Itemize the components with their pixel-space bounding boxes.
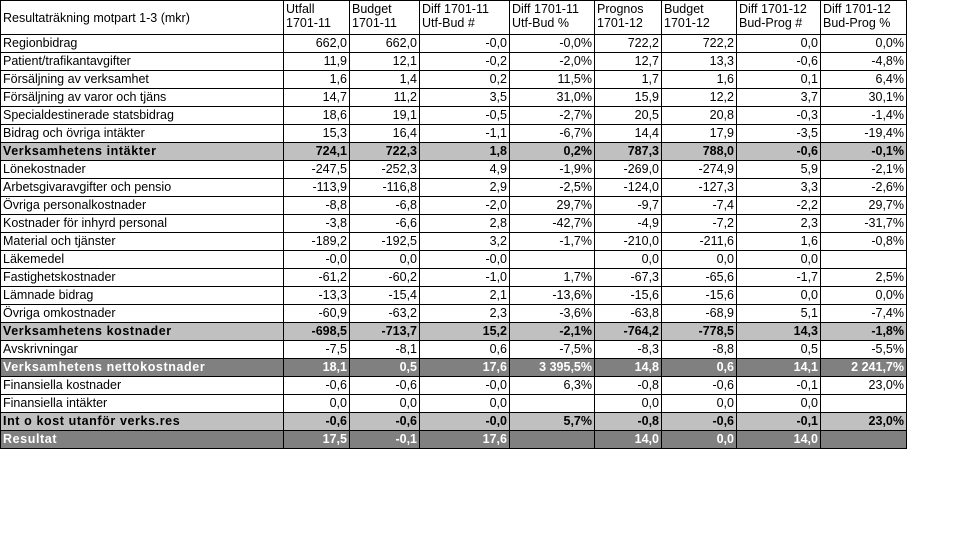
value-cell: -65,6 bbox=[662, 269, 737, 287]
value-cell: 23,0% bbox=[821, 377, 907, 395]
value-cell: -5,5% bbox=[821, 341, 907, 359]
value-cell: 2 241,7% bbox=[821, 359, 907, 377]
header-cell: Utfall 1701-11 bbox=[284, 1, 350, 35]
value-cell: -7,4% bbox=[821, 305, 907, 323]
value-cell: -31,7% bbox=[821, 215, 907, 233]
value-cell: 31,0% bbox=[510, 89, 595, 107]
value-cell: 0,5 bbox=[350, 359, 420, 377]
value-cell: -67,3 bbox=[595, 269, 662, 287]
header-cell: Budget 1701-11 bbox=[350, 1, 420, 35]
subtotal-row bbox=[1, 323, 907, 341]
value-cell: 14,8 bbox=[595, 359, 662, 377]
value-cell: 4,9 bbox=[420, 161, 510, 179]
value-cell: -6,7% bbox=[510, 125, 595, 143]
row-label: Försäljning av varor och tjäns bbox=[1, 89, 284, 107]
value-cell: 2,3 bbox=[420, 305, 510, 323]
value-cell: -68,9 bbox=[662, 305, 737, 323]
value-cell: 17,9 bbox=[662, 125, 737, 143]
value-cell bbox=[821, 431, 907, 449]
row-label: Avskrivningar bbox=[1, 341, 284, 359]
header-cell: Diff 1701-11 Utf-Bud # bbox=[420, 1, 510, 35]
value-cell: -698,5 bbox=[284, 323, 350, 341]
table-row bbox=[1, 395, 907, 413]
row-label: Specialdestinerade statsbidrag bbox=[1, 107, 284, 125]
value-cell: -7,5 bbox=[284, 341, 350, 359]
value-cell: 20,8 bbox=[662, 107, 737, 125]
value-cell: 0,2 bbox=[420, 71, 510, 89]
value-cell: -0,2 bbox=[420, 53, 510, 71]
value-cell: 0,0 bbox=[662, 395, 737, 413]
value-cell: -0,1% bbox=[821, 143, 907, 161]
value-cell: -1,0 bbox=[420, 269, 510, 287]
value-cell bbox=[510, 251, 595, 269]
value-cell: -0,0 bbox=[420, 377, 510, 395]
value-cell: 11,2 bbox=[350, 89, 420, 107]
value-cell: 1,6 bbox=[662, 71, 737, 89]
value-cell: 23,0% bbox=[821, 413, 907, 431]
value-cell: -8,8 bbox=[284, 197, 350, 215]
value-cell: -15,4 bbox=[350, 287, 420, 305]
value-cell: 14,1 bbox=[737, 359, 821, 377]
row-label: Verksamhetens kostnader bbox=[1, 323, 284, 341]
value-cell: -1,1 bbox=[420, 125, 510, 143]
value-cell: 15,9 bbox=[595, 89, 662, 107]
value-cell: 0,0 bbox=[350, 251, 420, 269]
row-label: Övriga omkostnader bbox=[1, 305, 284, 323]
value-cell: -1,4% bbox=[821, 107, 907, 125]
value-cell: 15,2 bbox=[420, 323, 510, 341]
value-cell: -0,6 bbox=[350, 377, 420, 395]
value-cell: 0,0 bbox=[595, 395, 662, 413]
value-cell: -0,6 bbox=[662, 413, 737, 431]
value-cell: 29,7% bbox=[510, 197, 595, 215]
value-cell: -13,6% bbox=[510, 287, 595, 305]
value-cell: 662,0 bbox=[350, 35, 420, 53]
value-cell: -713,7 bbox=[350, 323, 420, 341]
value-cell: 0,0 bbox=[737, 287, 821, 305]
value-cell: -124,0 bbox=[595, 179, 662, 197]
value-cell: 787,3 bbox=[595, 143, 662, 161]
value-cell: 0,0 bbox=[662, 431, 737, 449]
value-cell: 0,0% bbox=[821, 287, 907, 305]
value-cell: -0,0 bbox=[284, 251, 350, 269]
table-row bbox=[1, 251, 907, 269]
value-cell: -4,9 bbox=[595, 215, 662, 233]
value-cell bbox=[821, 395, 907, 413]
value-cell: 6,3% bbox=[510, 377, 595, 395]
value-cell: -8,3 bbox=[595, 341, 662, 359]
value-cell: 0,6 bbox=[662, 359, 737, 377]
value-cell: 20,5 bbox=[595, 107, 662, 125]
row-label: Bidrag och övriga intäkter bbox=[1, 125, 284, 143]
value-cell: 0,0% bbox=[821, 35, 907, 53]
value-cell: 5,7% bbox=[510, 413, 595, 431]
value-cell: -3,5 bbox=[737, 125, 821, 143]
row-label: Patient/trafikantavgifter bbox=[1, 53, 284, 71]
table-row bbox=[1, 287, 907, 305]
table-row bbox=[1, 305, 907, 323]
table-row bbox=[1, 53, 907, 71]
value-cell: 3,2 bbox=[420, 233, 510, 251]
value-cell: -0,0 bbox=[420, 35, 510, 53]
table-row bbox=[1, 233, 907, 251]
row-label: Verksamhetens intäkter bbox=[1, 143, 284, 161]
value-cell: -247,5 bbox=[284, 161, 350, 179]
value-cell: 3 395,5% bbox=[510, 359, 595, 377]
header-cell: Prognos 1701-12 bbox=[595, 1, 662, 35]
value-cell: -116,8 bbox=[350, 179, 420, 197]
value-cell: 1,7 bbox=[595, 71, 662, 89]
value-cell: 0,1 bbox=[737, 71, 821, 89]
value-cell: 11,5% bbox=[510, 71, 595, 89]
value-cell: 0,0 bbox=[350, 395, 420, 413]
value-cell: 5,1 bbox=[737, 305, 821, 323]
value-cell: 1,8 bbox=[420, 143, 510, 161]
row-label: Lönekostnader bbox=[1, 161, 284, 179]
value-cell: 3,7 bbox=[737, 89, 821, 107]
table-row bbox=[1, 89, 907, 107]
value-cell bbox=[510, 431, 595, 449]
value-cell: -0,8 bbox=[595, 413, 662, 431]
value-cell: 2,1 bbox=[420, 287, 510, 305]
value-cell: -60,9 bbox=[284, 305, 350, 323]
subtotal-row bbox=[1, 413, 907, 431]
header-cell: Diff 1701-11 Utf-Bud % bbox=[510, 1, 595, 35]
total-row bbox=[1, 359, 907, 377]
table-row bbox=[1, 215, 907, 233]
value-cell: -0,0% bbox=[510, 35, 595, 53]
value-cell: -0,6 bbox=[737, 143, 821, 161]
table-row bbox=[1, 179, 907, 197]
value-cell: 5,9 bbox=[737, 161, 821, 179]
table-row bbox=[1, 107, 907, 125]
value-cell: 17,5 bbox=[284, 431, 350, 449]
value-cell: 12,7 bbox=[595, 53, 662, 71]
value-cell: -8,8 bbox=[662, 341, 737, 359]
value-cell: -0,6 bbox=[737, 53, 821, 71]
value-cell: -3,6% bbox=[510, 305, 595, 323]
value-cell: 18,1 bbox=[284, 359, 350, 377]
value-cell: 14,4 bbox=[595, 125, 662, 143]
table-body bbox=[1, 35, 907, 449]
row-label: Int o kost utanför verks.res bbox=[1, 413, 284, 431]
total-row bbox=[1, 431, 907, 449]
value-cell: -211,6 bbox=[662, 233, 737, 251]
table-row bbox=[1, 125, 907, 143]
value-cell: 0,6 bbox=[420, 341, 510, 359]
value-cell: -0,6 bbox=[350, 413, 420, 431]
value-cell: -8,1 bbox=[350, 341, 420, 359]
value-cell: -210,0 bbox=[595, 233, 662, 251]
value-cell: 0,0 bbox=[737, 395, 821, 413]
header-cell: Diff 1701-12 Bud-Prog # bbox=[737, 1, 821, 35]
value-cell: -60,2 bbox=[350, 269, 420, 287]
value-cell: 0,0 bbox=[737, 251, 821, 269]
value-cell: -61,2 bbox=[284, 269, 350, 287]
value-cell: -1,8% bbox=[821, 323, 907, 341]
row-label: Läkemedel bbox=[1, 251, 284, 269]
value-cell: 0,0 bbox=[595, 251, 662, 269]
value-cell bbox=[821, 251, 907, 269]
value-cell: -2,2 bbox=[737, 197, 821, 215]
value-cell: -0,8% bbox=[821, 233, 907, 251]
value-cell: 1,7% bbox=[510, 269, 595, 287]
value-cell: 30,1% bbox=[821, 89, 907, 107]
value-cell: 662,0 bbox=[284, 35, 350, 53]
value-cell: -0,1 bbox=[737, 413, 821, 431]
value-cell: 0,0 bbox=[420, 395, 510, 413]
value-cell: -3,8 bbox=[284, 215, 350, 233]
value-cell: -0,0 bbox=[420, 251, 510, 269]
row-label: Lämnade bidrag bbox=[1, 287, 284, 305]
row-label: Försäljning av verksamhet bbox=[1, 71, 284, 89]
value-cell: -7,2 bbox=[662, 215, 737, 233]
value-cell: 16,4 bbox=[350, 125, 420, 143]
row-label: Finansiella kostnader bbox=[1, 377, 284, 395]
value-cell: 17,6 bbox=[420, 431, 510, 449]
value-cell: 2,8 bbox=[420, 215, 510, 233]
value-cell: 722,3 bbox=[350, 143, 420, 161]
value-cell: 29,7% bbox=[821, 197, 907, 215]
value-cell: 11,9 bbox=[284, 53, 350, 71]
table-row bbox=[1, 197, 907, 215]
value-cell: -0,6 bbox=[662, 377, 737, 395]
row-label: Material och tjänster bbox=[1, 233, 284, 251]
value-cell: 1,6 bbox=[284, 71, 350, 89]
header-row bbox=[1, 1, 907, 35]
value-cell bbox=[510, 395, 595, 413]
value-cell: -13,3 bbox=[284, 287, 350, 305]
table-row bbox=[1, 35, 907, 53]
row-label: Resultat bbox=[1, 431, 284, 449]
value-cell: -127,3 bbox=[662, 179, 737, 197]
value-cell: 3,3 bbox=[737, 179, 821, 197]
value-cell: 722,2 bbox=[595, 35, 662, 53]
value-cell: -7,5% bbox=[510, 341, 595, 359]
header-cell: Resultaträkning motpart 1-3 (mkr) bbox=[1, 1, 284, 35]
value-cell: -1,7% bbox=[510, 233, 595, 251]
value-cell: -2,0% bbox=[510, 53, 595, 71]
value-cell: -1,9% bbox=[510, 161, 595, 179]
value-cell: -42,7% bbox=[510, 215, 595, 233]
value-cell: 14,7 bbox=[284, 89, 350, 107]
header-cell: Budget 1701-12 bbox=[662, 1, 737, 35]
value-cell: -189,2 bbox=[284, 233, 350, 251]
value-cell: -9,7 bbox=[595, 197, 662, 215]
value-cell: -778,5 bbox=[662, 323, 737, 341]
value-cell: 0,5 bbox=[737, 341, 821, 359]
header-cell: Diff 1701-12 Bud-Prog % bbox=[821, 1, 907, 35]
row-label: Finansiella intäkter bbox=[1, 395, 284, 413]
value-cell: 0,2% bbox=[510, 143, 595, 161]
table-row bbox=[1, 161, 907, 179]
value-cell: 724,1 bbox=[284, 143, 350, 161]
row-label: Fastighetskostnader bbox=[1, 269, 284, 287]
value-cell: 14,3 bbox=[737, 323, 821, 341]
value-cell: -269,0 bbox=[595, 161, 662, 179]
value-cell: -2,0 bbox=[420, 197, 510, 215]
value-cell: 12,1 bbox=[350, 53, 420, 71]
value-cell: 788,0 bbox=[662, 143, 737, 161]
value-cell: 6,4% bbox=[821, 71, 907, 89]
value-cell: -0,6 bbox=[284, 377, 350, 395]
value-cell: -252,3 bbox=[350, 161, 420, 179]
value-cell: 2,3 bbox=[737, 215, 821, 233]
value-cell: 3,5 bbox=[420, 89, 510, 107]
value-cell: 2,9 bbox=[420, 179, 510, 197]
row-label: Kostnader för inhyrd personal bbox=[1, 215, 284, 233]
value-cell: 722,2 bbox=[662, 35, 737, 53]
value-cell: -0,3 bbox=[737, 107, 821, 125]
value-cell: -0,8 bbox=[595, 377, 662, 395]
value-cell: -0,6 bbox=[284, 413, 350, 431]
value-cell: 15,3 bbox=[284, 125, 350, 143]
value-cell: -19,4% bbox=[821, 125, 907, 143]
value-cell: -0,1 bbox=[737, 377, 821, 395]
value-cell: -1,7 bbox=[737, 269, 821, 287]
value-cell: -764,2 bbox=[595, 323, 662, 341]
value-cell: 14,0 bbox=[737, 431, 821, 449]
value-cell: 1,4 bbox=[350, 71, 420, 89]
value-cell: -15,6 bbox=[662, 287, 737, 305]
value-cell: -2,1% bbox=[510, 323, 595, 341]
value-cell: 0,0 bbox=[284, 395, 350, 413]
subtotal-row bbox=[1, 143, 907, 161]
value-cell: -113,9 bbox=[284, 179, 350, 197]
value-cell: -2,5% bbox=[510, 179, 595, 197]
value-cell: -2,1% bbox=[821, 161, 907, 179]
value-cell: 17,6 bbox=[420, 359, 510, 377]
value-cell: -63,8 bbox=[595, 305, 662, 323]
value-cell: -2,7% bbox=[510, 107, 595, 125]
table-row bbox=[1, 269, 907, 287]
value-cell: 0,0 bbox=[737, 35, 821, 53]
value-cell: -192,5 bbox=[350, 233, 420, 251]
value-cell: 14,0 bbox=[595, 431, 662, 449]
value-cell: -4,8% bbox=[821, 53, 907, 71]
value-cell: -2,6% bbox=[821, 179, 907, 197]
value-cell: -0,5 bbox=[420, 107, 510, 125]
value-cell: -0,1 bbox=[350, 431, 420, 449]
value-cell: -6,8 bbox=[350, 197, 420, 215]
table-row bbox=[1, 341, 907, 359]
row-label: Regionbidrag bbox=[1, 35, 284, 53]
value-cell: -274,9 bbox=[662, 161, 737, 179]
value-cell: 19,1 bbox=[350, 107, 420, 125]
table-row bbox=[1, 71, 907, 89]
value-cell: -6,6 bbox=[350, 215, 420, 233]
value-cell: -63,2 bbox=[350, 305, 420, 323]
value-cell: 1,6 bbox=[737, 233, 821, 251]
row-label: Övriga personalkostnader bbox=[1, 197, 284, 215]
value-cell: 12,2 bbox=[662, 89, 737, 107]
value-cell: 2,5% bbox=[821, 269, 907, 287]
value-cell: -0,0 bbox=[420, 413, 510, 431]
row-label: Verksamhetens nettokostnader bbox=[1, 359, 284, 377]
table-row bbox=[1, 377, 907, 395]
value-cell: 0,0 bbox=[662, 251, 737, 269]
value-cell: -7,4 bbox=[662, 197, 737, 215]
value-cell: -15,6 bbox=[595, 287, 662, 305]
value-cell: 18,6 bbox=[284, 107, 350, 125]
row-label: Arbetsgivaravgifter och pensio bbox=[1, 179, 284, 197]
value-cell: 13,3 bbox=[662, 53, 737, 71]
